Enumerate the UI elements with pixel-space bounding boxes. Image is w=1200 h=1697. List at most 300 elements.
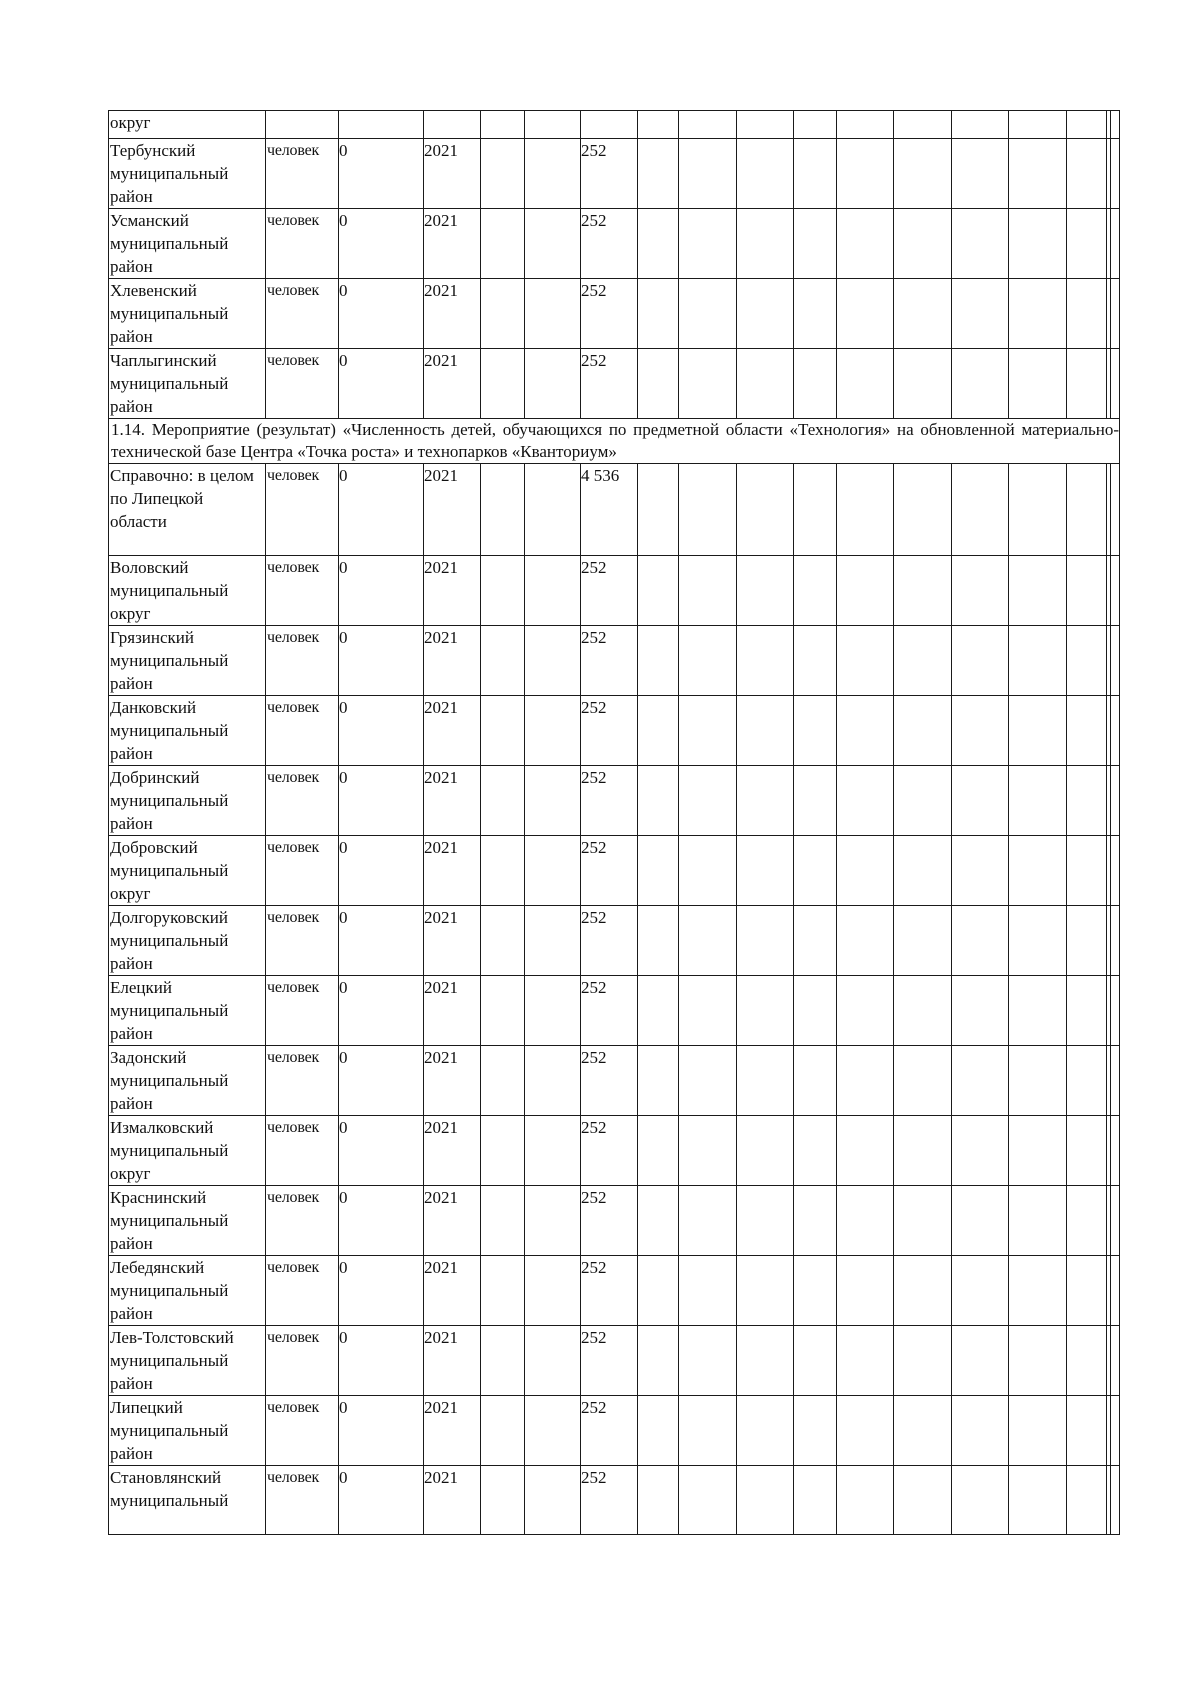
empty-cell [481, 626, 525, 696]
table-row [109, 349, 1120, 419]
unit-cell: человек [266, 836, 339, 906]
empty-cell [894, 1186, 952, 1256]
empty-cell [481, 696, 525, 766]
empty-cell [794, 1466, 837, 1535]
empty-cell [525, 1256, 581, 1326]
empty-cell [638, 1186, 679, 1256]
target-value-cell: 252 [581, 626, 638, 696]
table-row [109, 766, 1120, 836]
base-value-cell: 0 [339, 1466, 424, 1535]
empty-cell [638, 1466, 679, 1535]
empty-cell [837, 349, 894, 419]
unit-cell: человек [266, 976, 339, 1046]
empty-cell [837, 139, 894, 209]
empty-cell [952, 1466, 1009, 1535]
empty-cell [481, 1046, 525, 1116]
empty-cell [952, 1046, 1009, 1116]
empty-cell [638, 556, 679, 626]
empty-cell [952, 1326, 1009, 1396]
empty-cell [737, 1396, 794, 1466]
empty-cell [837, 766, 894, 836]
empty-cell [481, 556, 525, 626]
empty-cell [794, 111, 837, 139]
empty-cell [525, 1396, 581, 1466]
empty-cell [1009, 1326, 1067, 1396]
empty-cell [737, 836, 794, 906]
empty-cell [894, 1046, 952, 1116]
base-value-cell: 0 [339, 209, 424, 279]
section-title: 1.14. Мероприятие (результат) «Численность детей, обучающихся по предметной области «Технология» на обновленной материально-технической базе Центра «Точка роста» и технопарков «Кванториум» [109, 419, 1120, 464]
base-year-cell: 2021 [424, 464, 481, 556]
empty-cell [952, 556, 1009, 626]
empty-cell [679, 696, 737, 766]
empty-cell [525, 464, 581, 556]
empty-cell [1111, 464, 1120, 556]
empty-cell [481, 1396, 525, 1466]
base-value-cell: 0 [339, 349, 424, 419]
empty-cell [638, 766, 679, 836]
empty-cell [837, 1466, 894, 1535]
empty-cell [1111, 1046, 1120, 1116]
unit-cell: человек [266, 626, 339, 696]
territory-name-cell: Добринский муниципальный район [109, 766, 266, 836]
empty-cell [525, 906, 581, 976]
base-year-cell: 2021 [424, 1256, 481, 1326]
table-row [109, 279, 1120, 349]
empty-cell [952, 464, 1009, 556]
empty-cell [794, 1046, 837, 1116]
empty-cell [679, 349, 737, 419]
table-row [109, 696, 1120, 766]
empty-cell [481, 1326, 525, 1396]
empty-cell [481, 976, 525, 1046]
empty-cell [1009, 1116, 1067, 1186]
unit-cell: человек [266, 696, 339, 766]
empty-cell [525, 209, 581, 279]
empty-cell [1067, 464, 1107, 556]
empty-cell [1067, 1046, 1107, 1116]
empty-cell [1067, 139, 1107, 209]
empty-cell [525, 1466, 581, 1535]
territory-name-cell: Тербунский муниципальный район [109, 139, 266, 209]
base-value-cell: 0 [339, 1396, 424, 1466]
empty-cell [1009, 209, 1067, 279]
empty-cell [481, 836, 525, 906]
empty-cell [737, 209, 794, 279]
territory-name-cell: Воловский муниципальный округ [109, 556, 266, 626]
table-row [109, 1186, 1120, 1256]
territory-name-cell: Чаплыгинский муниципальный район [109, 349, 266, 419]
unit-cell: человек [266, 1116, 339, 1186]
empty-cell [1067, 209, 1107, 279]
territory-name-cell: Долгоруковский муниципальный район [109, 906, 266, 976]
unit-cell: человек [266, 139, 339, 209]
indicator-table [108, 110, 1120, 1535]
empty-cell [1009, 976, 1067, 1046]
target-value-cell: 252 [581, 1396, 638, 1466]
empty-cell [638, 626, 679, 696]
base-year-cell [424, 111, 481, 139]
empty-cell [894, 626, 952, 696]
empty-cell [837, 1116, 894, 1186]
empty-cell [837, 464, 894, 556]
empty-cell [1067, 696, 1107, 766]
empty-cell [1009, 626, 1067, 696]
empty-cell [1067, 1256, 1107, 1326]
empty-cell [1111, 836, 1120, 906]
table-row [109, 1116, 1120, 1186]
empty-cell [794, 349, 837, 419]
empty-cell [481, 349, 525, 419]
base-year-cell: 2021 [424, 1326, 481, 1396]
base-value-cell: 0 [339, 1046, 424, 1116]
table-row [109, 1326, 1120, 1396]
target-value-cell: 252 [581, 766, 638, 836]
empty-cell [679, 906, 737, 976]
empty-cell [481, 1116, 525, 1186]
empty-cell [952, 1116, 1009, 1186]
empty-cell [525, 1046, 581, 1116]
base-year-cell: 2021 [424, 1046, 481, 1116]
base-value-cell: 0 [339, 1116, 424, 1186]
territory-name-cell: Справочно: в целом по Липецкой области [109, 464, 266, 556]
unit-cell: человек [266, 209, 339, 279]
empty-cell [638, 111, 679, 139]
empty-cell [481, 209, 525, 279]
empty-cell [1111, 1256, 1120, 1326]
empty-cell [1111, 349, 1120, 419]
empty-cell [1111, 696, 1120, 766]
empty-cell [794, 464, 837, 556]
table-row [109, 1046, 1120, 1116]
empty-cell [837, 906, 894, 976]
empty-cell [1067, 1186, 1107, 1256]
empty-cell [679, 209, 737, 279]
territory-name-cell: Данковский муниципальный район [109, 696, 266, 766]
base-value-cell [339, 111, 424, 139]
target-value-cell: 252 [581, 836, 638, 906]
target-value-cell: 4 536 [581, 464, 638, 556]
territory-name-cell: Задонский муниципальный район [109, 1046, 266, 1116]
empty-cell [525, 836, 581, 906]
table-row [109, 626, 1120, 696]
target-value-cell: 252 [581, 906, 638, 976]
territory-name-cell: Лебедянский муниципальный район [109, 1256, 266, 1326]
empty-cell [679, 1326, 737, 1396]
empty-cell [894, 836, 952, 906]
territory-name-cell: Хлевенский муниципальный район [109, 279, 266, 349]
table-row [109, 464, 1120, 556]
target-value-cell: 252 [581, 1466, 638, 1535]
empty-cell [1111, 766, 1120, 836]
territory-name-cell: Лев-Толстовский муниципальный район [109, 1326, 266, 1396]
empty-cell [737, 1326, 794, 1396]
territory-name-cell: Измалковский муниципальный округ [109, 1116, 266, 1186]
empty-cell [1067, 976, 1107, 1046]
empty-cell [894, 1466, 952, 1535]
empty-cell [1067, 279, 1107, 349]
empty-cell [1111, 976, 1120, 1046]
empty-cell [794, 1186, 837, 1256]
empty-cell [679, 279, 737, 349]
base-value-cell: 0 [339, 1326, 424, 1396]
empty-cell [837, 1326, 894, 1396]
table-row [109, 209, 1120, 279]
empty-cell [894, 766, 952, 836]
unit-cell [266, 111, 339, 139]
empty-cell [525, 349, 581, 419]
empty-cell [638, 836, 679, 906]
empty-cell [737, 111, 794, 139]
empty-cell [737, 766, 794, 836]
unit-cell: человек [266, 464, 339, 556]
empty-cell [1009, 766, 1067, 836]
empty-cell [794, 1326, 837, 1396]
territory-name-cell: Грязинский муниципальный район [109, 626, 266, 696]
base-year-cell: 2021 [424, 1116, 481, 1186]
base-year-cell: 2021 [424, 906, 481, 976]
unit-cell: человек [266, 766, 339, 836]
empty-cell [737, 279, 794, 349]
base-value-cell: 0 [339, 696, 424, 766]
target-value-cell [581, 111, 638, 139]
empty-cell [952, 696, 1009, 766]
empty-cell [794, 1256, 837, 1326]
base-value-cell: 0 [339, 556, 424, 626]
unit-cell: человек [266, 279, 339, 349]
unit-cell: человек [266, 349, 339, 419]
empty-cell [794, 626, 837, 696]
empty-cell [1111, 1186, 1120, 1256]
base-year-cell: 2021 [424, 209, 481, 279]
table-row [109, 139, 1120, 209]
empty-cell [638, 976, 679, 1046]
empty-cell [837, 209, 894, 279]
empty-cell [679, 111, 737, 139]
empty-cell [894, 1256, 952, 1326]
unit-cell: человек [266, 1256, 339, 1326]
empty-cell [481, 111, 525, 139]
empty-cell [679, 1046, 737, 1116]
empty-cell [1111, 1116, 1120, 1186]
empty-cell [1111, 1466, 1120, 1535]
table-row [109, 836, 1120, 906]
empty-cell [837, 556, 894, 626]
territory-name-cell: Елецкий муниципальный район [109, 976, 266, 1046]
empty-cell [894, 556, 952, 626]
base-year-cell: 2021 [424, 766, 481, 836]
base-year-cell: 2021 [424, 976, 481, 1046]
empty-cell [837, 279, 894, 349]
empty-cell [952, 111, 1009, 139]
empty-cell [894, 279, 952, 349]
empty-cell [679, 976, 737, 1046]
base-year-cell: 2021 [424, 556, 481, 626]
empty-cell [638, 1046, 679, 1116]
territory-name-cell: Становлянский муниципальный [109, 1466, 266, 1535]
empty-cell [638, 279, 679, 349]
empty-cell [679, 1186, 737, 1256]
empty-cell [1067, 1396, 1107, 1466]
empty-cell [1009, 279, 1067, 349]
empty-cell [737, 1466, 794, 1535]
empty-cell [679, 139, 737, 209]
target-value-cell: 252 [581, 279, 638, 349]
base-value-cell: 0 [339, 1186, 424, 1256]
empty-cell [638, 464, 679, 556]
empty-cell [952, 349, 1009, 419]
empty-cell [679, 626, 737, 696]
empty-cell [638, 1116, 679, 1186]
empty-cell [679, 1466, 737, 1535]
empty-cell [525, 139, 581, 209]
empty-cell [794, 279, 837, 349]
empty-cell [794, 766, 837, 836]
empty-cell [952, 836, 1009, 906]
empty-cell [894, 906, 952, 976]
unit-cell: человек [266, 1326, 339, 1396]
empty-cell [1009, 556, 1067, 626]
base-value-cell: 0 [339, 906, 424, 976]
base-year-cell: 2021 [424, 139, 481, 209]
target-value-cell: 252 [581, 1256, 638, 1326]
empty-cell [737, 1256, 794, 1326]
empty-cell [794, 1396, 837, 1466]
empty-cell [1009, 111, 1067, 139]
base-value-cell: 0 [339, 279, 424, 349]
empty-cell [1067, 1326, 1107, 1396]
target-value-cell: 252 [581, 556, 638, 626]
empty-cell [894, 464, 952, 556]
base-value-cell: 0 [339, 1256, 424, 1326]
empty-cell [525, 626, 581, 696]
empty-cell [737, 464, 794, 556]
empty-cell [1111, 139, 1120, 209]
base-value-cell: 0 [339, 836, 424, 906]
empty-cell [525, 556, 581, 626]
base-year-cell: 2021 [424, 1466, 481, 1535]
empty-cell [794, 696, 837, 766]
base-year-cell: 2021 [424, 1396, 481, 1466]
unit-cell: человек [266, 906, 339, 976]
target-value-cell: 252 [581, 349, 638, 419]
table-body [109, 111, 1120, 1535]
empty-cell [1067, 836, 1107, 906]
empty-cell [737, 556, 794, 626]
base-year-cell: 2021 [424, 626, 481, 696]
empty-cell [481, 766, 525, 836]
empty-cell [894, 349, 952, 419]
empty-cell [638, 209, 679, 279]
empty-cell [837, 1256, 894, 1326]
table-row [109, 1466, 1120, 1535]
empty-cell [837, 111, 894, 139]
empty-cell [737, 626, 794, 696]
empty-cell [525, 1326, 581, 1396]
empty-cell [952, 1396, 1009, 1466]
empty-cell [894, 976, 952, 1046]
empty-cell [1111, 906, 1120, 976]
unit-cell: человек [266, 1466, 339, 1535]
table-row [109, 556, 1120, 626]
empty-cell [952, 1256, 1009, 1326]
unit-cell: человек [266, 556, 339, 626]
base-year-cell: 2021 [424, 1186, 481, 1256]
target-value-cell: 252 [581, 1116, 638, 1186]
empty-cell [679, 556, 737, 626]
unit-cell: человек [266, 1046, 339, 1116]
empty-cell [1009, 696, 1067, 766]
base-value-cell: 0 [339, 766, 424, 836]
empty-cell [638, 1256, 679, 1326]
empty-cell [638, 696, 679, 766]
empty-cell [794, 209, 837, 279]
empty-cell [525, 976, 581, 1046]
table-row [109, 976, 1120, 1046]
empty-cell [794, 836, 837, 906]
territory-name-cell: Липецкий муниципальный район [109, 1396, 266, 1466]
empty-cell [1009, 464, 1067, 556]
table-row [109, 111, 1120, 139]
empty-cell [1009, 1046, 1067, 1116]
empty-cell [481, 464, 525, 556]
empty-cell [837, 1396, 894, 1466]
empty-cell [525, 696, 581, 766]
empty-cell [952, 906, 1009, 976]
unit-cell: человек [266, 1186, 339, 1256]
empty-cell [794, 1116, 837, 1186]
empty-cell [894, 1396, 952, 1466]
table-row [109, 1396, 1120, 1466]
target-value-cell: 252 [581, 696, 638, 766]
territory-name-cell: округ [109, 111, 266, 139]
empty-cell [894, 1116, 952, 1186]
target-value-cell: 252 [581, 139, 638, 209]
table-row [109, 1256, 1120, 1326]
empty-cell [894, 111, 952, 139]
empty-cell [894, 209, 952, 279]
empty-cell [1009, 1256, 1067, 1326]
base-value-cell: 0 [339, 626, 424, 696]
empty-cell [1067, 766, 1107, 836]
empty-cell [952, 279, 1009, 349]
unit-cell: человек [266, 1396, 339, 1466]
empty-cell [525, 111, 581, 139]
empty-cell [1009, 1186, 1067, 1256]
empty-cell [952, 626, 1009, 696]
empty-cell [1009, 836, 1067, 906]
empty-cell [952, 139, 1009, 209]
empty-cell [952, 766, 1009, 836]
base-year-cell: 2021 [424, 279, 481, 349]
empty-cell [1111, 556, 1120, 626]
empty-cell [794, 139, 837, 209]
empty-cell [679, 464, 737, 556]
empty-cell [837, 1186, 894, 1256]
empty-cell [952, 976, 1009, 1046]
empty-cell [737, 906, 794, 976]
empty-cell [1111, 111, 1120, 139]
empty-cell [1067, 556, 1107, 626]
empty-cell [737, 1186, 794, 1256]
empty-cell [1111, 209, 1120, 279]
empty-cell [638, 906, 679, 976]
empty-cell [525, 1186, 581, 1256]
empty-cell [525, 279, 581, 349]
empty-cell [1067, 906, 1107, 976]
empty-cell [794, 556, 837, 626]
empty-cell [481, 1466, 525, 1535]
